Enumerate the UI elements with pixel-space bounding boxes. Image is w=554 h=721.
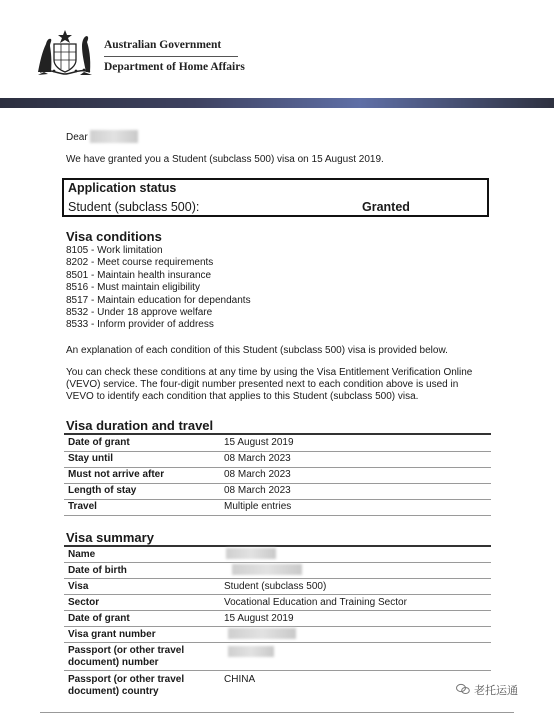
label-line: Passport (or other travel (68, 674, 185, 685)
row-divider (64, 670, 491, 671)
duration-value-stay-until: 08 March 2023 (224, 453, 291, 464)
vevo-line: VEVO to identify each condition that applies to this Student (subclass 500) visa. (66, 391, 419, 402)
duration-value-length-of-stay: 08 March 2023 (224, 485, 291, 496)
application-visa-type: Student (subclass 500): (68, 200, 200, 214)
summary-heading: Visa summary (66, 530, 154, 545)
department-name: Department of Home Affairs (104, 61, 245, 73)
row-divider (64, 483, 491, 484)
grant-statement: We have granted you a Student (subclass 500) visa on 15 August 2019. (66, 154, 384, 165)
duration-value-travel: Multiple entries (224, 501, 292, 512)
row-divider (64, 578, 491, 579)
row-divider (64, 451, 491, 452)
condition-item: 8516 - Must maintain eligibility (66, 282, 200, 294)
header-band (0, 98, 554, 108)
summary-label-name: Name (68, 549, 96, 560)
duration-value-must-not-arrive: 08 March 2023 (224, 469, 291, 480)
duration-label-date-of-grant: Date of grant (68, 437, 130, 448)
redacted-dob-value (232, 564, 302, 575)
visa-conditions-heading: Visa conditions (66, 229, 162, 244)
visa-conditions-list (66, 245, 251, 332)
application-status-value: Granted (362, 200, 410, 214)
condition-item: 8105 - Work limitation (66, 245, 163, 256)
condition-item: 8517 - Maintain education for dependants (66, 294, 251, 306)
summary-value-visa: Student (subclass 500) (224, 581, 327, 592)
duration-label-length-of-stay: Length of stay (68, 485, 137, 496)
conditions-explanation (66, 345, 448, 357)
summary-label-date-of-birth: Date of birth (68, 565, 127, 576)
condition-item: 8533 - Inform provider of address (66, 319, 214, 331)
vevo-line: You can check these conditions at any time by using the Visa Entitlement Verification Online (66, 367, 473, 378)
redacted-grant-number (228, 628, 296, 639)
vevo-line: (VEVO) service. The four-digit number presented next to each condition above is used in (66, 379, 459, 390)
chat-bubble-icon (456, 683, 470, 695)
row-divider (64, 562, 491, 563)
summary-value-date-of-grant: 15 August 2019 (224, 613, 294, 624)
duration-label-must-not-arrive: Must not arrive after (68, 469, 165, 480)
greeting-text: Dear (66, 132, 88, 143)
redacted-passport-number (228, 646, 274, 657)
condition-item: 8202 - Meet course requirements (66, 257, 214, 269)
footer-divider (40, 712, 514, 713)
summary-value-sector: Vocational Education and Training Sector (224, 597, 407, 608)
coat-of-arms-logo (34, 28, 96, 76)
duration-value-date-of-grant: 15 August 2019 (224, 437, 294, 448)
summary-label-grant-number: Visa grant number (68, 629, 156, 640)
condition-item: 8532 - Under 18 approve welfare (66, 307, 213, 319)
summary-label-passport-country (68, 674, 184, 697)
row-divider (64, 467, 491, 468)
duration-label-travel: Travel (68, 501, 97, 512)
header-divider (104, 56, 238, 57)
row-divider (64, 499, 491, 500)
summary-label-sector: Sector (68, 597, 100, 608)
watermark-text: 老托运通 (474, 685, 518, 697)
row-divider (64, 610, 491, 611)
label-line: Passport (or other travel (68, 645, 185, 656)
duration-heading: Visa duration and travel (66, 418, 214, 433)
redacted-name-value (226, 548, 276, 559)
government-name: Australian Government (104, 39, 222, 51)
vevo-paragraph (66, 367, 472, 403)
summary-heading-rule (64, 545, 491, 547)
row-divider (64, 515, 491, 516)
row-divider (64, 594, 491, 595)
label-line: document) number (68, 656, 159, 668)
redacted-name (90, 130, 138, 143)
label-line: document) country (68, 685, 159, 697)
summary-label-visa: Visa (68, 581, 89, 592)
explanation-text: An explanation of each condition of this Student (subclass 500) visa is provided below. (66, 345, 448, 356)
condition-item: 8501 - Maintain health insurance (66, 269, 212, 281)
row-divider (64, 626, 491, 627)
application-status-title: Application status (68, 181, 177, 195)
summary-label-passport-number (68, 645, 184, 668)
greeting (66, 130, 138, 144)
duration-label-stay-until: Stay until (68, 453, 114, 464)
summary-label-date-of-grant: Date of grant (68, 613, 130, 624)
row-divider (64, 642, 491, 643)
summary-value-passport-country: CHINA (224, 674, 256, 685)
duration-heading-rule (64, 433, 491, 435)
